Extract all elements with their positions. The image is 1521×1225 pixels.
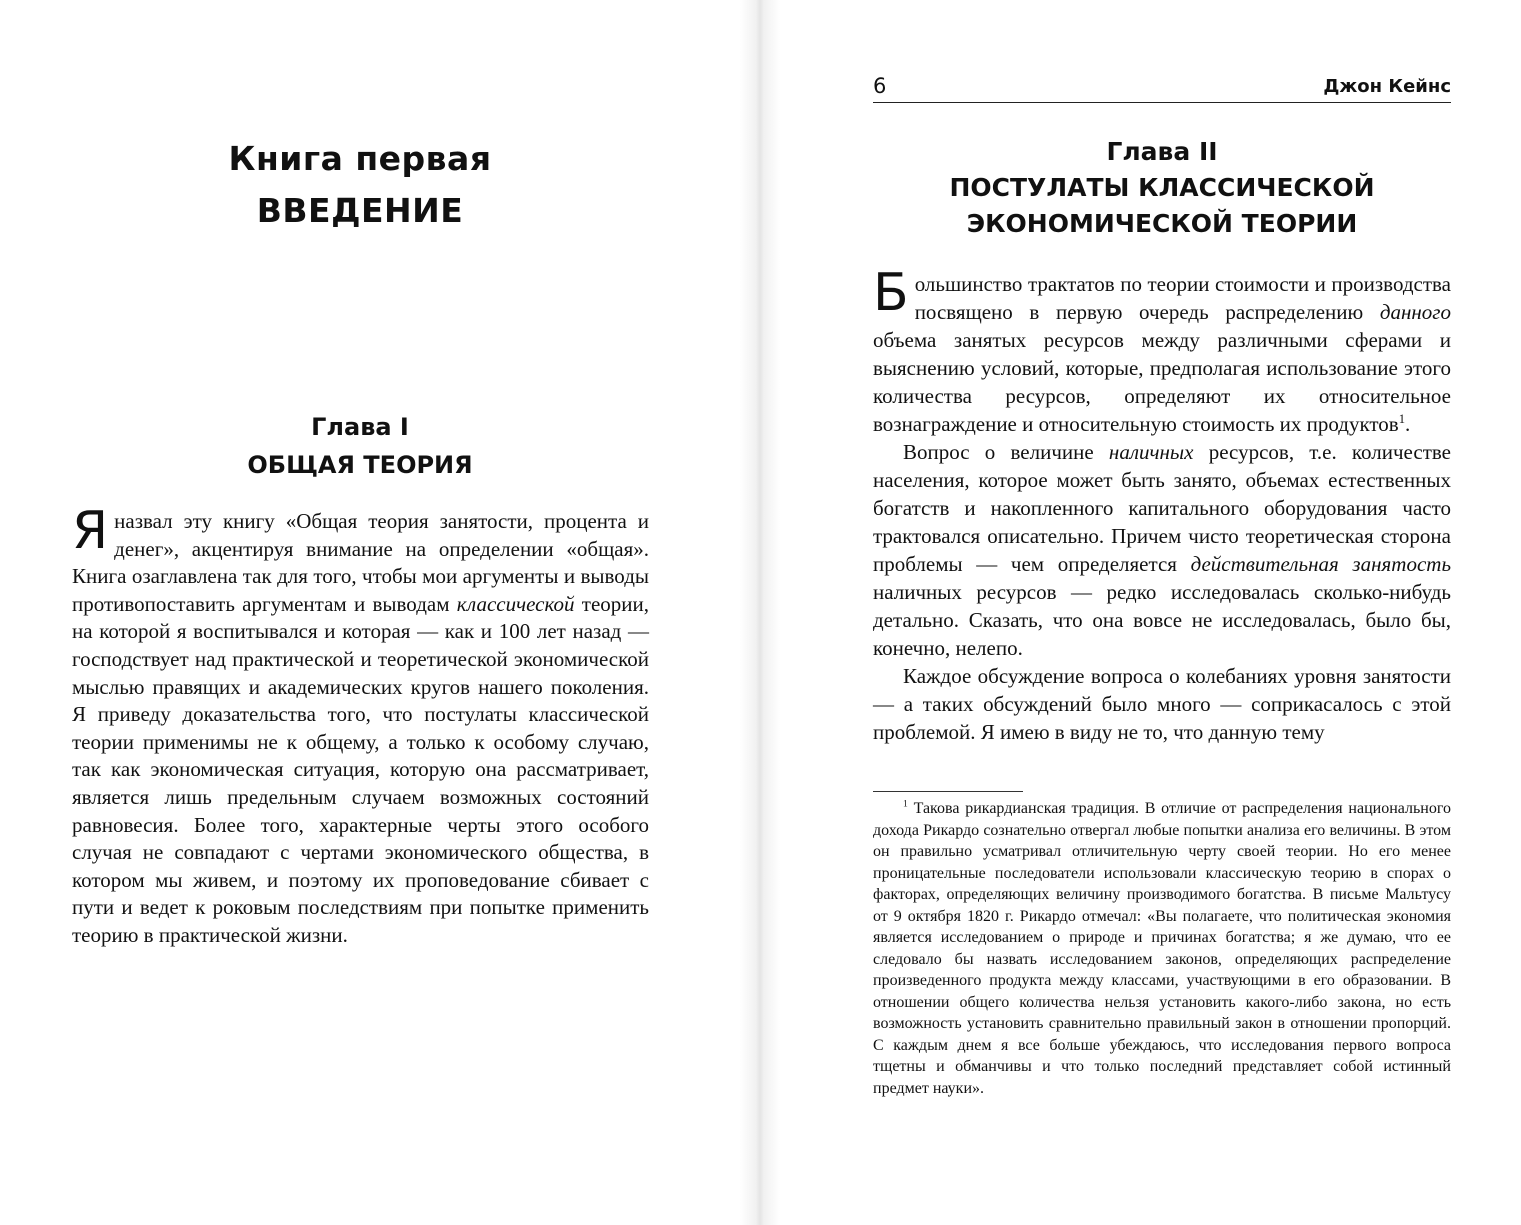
chapter-1-heading: [70, 408, 650, 484]
chapter-1-number: Глава I: [311, 413, 409, 441]
book-title-block: [70, 133, 650, 237]
italic-run: действительная занятость: [1190, 552, 1451, 576]
chapter-1-paragraph: [72, 501, 649, 950]
footnote-mark: 1: [903, 798, 908, 810]
text-run: объема занятых ресурсов между различными сферами и выяснению условий, которые, предполагая использование этого количества ресурсов, определяют их относительное вознаграждение и относительную стоимость их продуктов: [873, 328, 1451, 436]
text-run: Вопрос о величине: [903, 440, 1109, 464]
page-number: 6: [873, 74, 887, 98]
footnote-reference[interactable]: 1: [1398, 412, 1406, 426]
footnote-1: [873, 798, 1451, 1099]
chapter-2-heading: [873, 134, 1451, 242]
running-head: [873, 74, 1451, 103]
italic-run: наличных: [1108, 440, 1194, 464]
chapter-2-number: Глава II: [1106, 137, 1218, 166]
italic-run: данного: [1379, 300, 1451, 324]
chapter-2-title-line2: ЭКОНОМИЧЕСКОЙ ТЕОРИИ: [966, 209, 1358, 238]
chapter-2-paragraph-3: Каждое обсуждение вопроса о колебаниях уровня занятости — а таких обсуждений было много — соприкасалось с этой проблемой. Я имею в виду не то, что данную тему: [873, 664, 1451, 744]
footnote-text: Такова рикардианская традиция. В отличие от распределения национального дохода Рикардо сознательно отвергал любые попытки анализа его величины. В этом он правильно усматривал отличительную черту своей теории. Но его менее проницательные последователи использовали классическую теорию в спорах о факторах, определяющих величину производимого богатства. В письме Мальтусу от 9 октября 1820 г. Рикардо отмечал: «Вы полагаете, что политическая экономия является исследованием о природе и причинах богатства; я же думаю, что ее следовало бы назвать исследованием законов, определяющих распределение произведенного продукта между классами, участвующими в его образовании. В отношении общего количества нельзя установить какого-либо закона, но есть возможность установить сравнительно правильный закон в отношении пропорций. С каждым днем я все больше убеждаюсь, что исследования первого вопроса тщетны и обманчивы и что только последний представляет собой истинный предмет науки».: [873, 800, 1451, 1097]
chapter-1-title: ОБЩАЯ ТЕОРИЯ: [247, 451, 473, 479]
running-author: Джон Кейнс: [1323, 76, 1451, 97]
text-run: .: [1405, 412, 1411, 436]
book-title: Книга первая: [228, 139, 492, 178]
book-subtitle: ВВЕДЕНИЕ: [256, 191, 464, 230]
chapter-2-title-line1: ПОСТУЛАТЫ КЛАССИЧЕСКОЙ: [949, 173, 1375, 202]
italic-run: классической: [456, 591, 575, 616]
chapter-2-paragraph-2: [873, 438, 1451, 662]
chapter-2-text: [873, 263, 1452, 746]
text-run: ресурсов, т.е. количестве населения, которое может быть занято, объемах естественных богатств и накопленного капитального оборудования часто трактовался описательно. Причем чисто теоретическая сторона проблемы — чем определяется: [873, 440, 1452, 576]
dropcap-b: Б: [873, 263, 909, 323]
book-gutter: [740, 0, 780, 1225]
text-run: назвал эту книгу «Общая теория занятости, процента и денег», акцентируя внимание на определении «общая». Книга озаглавлена так для того, чтобы мои аргументы и выводы противопоставить аргументам и выводам: [72, 509, 649, 616]
text-run: ольшинство трактатов по теории стоимости и производства посвящено в первую очередь распределению: [914, 272, 1451, 324]
dropcap-ya: Я: [72, 501, 109, 561]
text-run: наличных ресурсов — редко исследовалась сколько-нибудь детально. Сказать, что она вовсе не исследовалась, было бы, конечно, нелепо.: [873, 580, 1451, 660]
chapter-2-paragraph-1: [873, 263, 1451, 438]
footnote-divider: [873, 791, 1023, 792]
text-run: теории, на которой я воспитывался и которая — как и 100 лет назад — господствует над практической и теоретической экономической мыслью правящих и академических кругов нашего поколения. Я приведу доказательства того, что постулаты классической теории применимы не к общему, а только к особому случаю, так как экономическая ситуация, которую она рассматривает, является лишь предельным случаем возможных состояний равновесия. Более того, характерные черты этого особого случая не совпадают с чертами экономического общества, в котором мы живем, и поэтому их проповедование сбивает с пути и ведет к роковым последствиям при попытке применить теорию в практической жизни.: [72, 591, 649, 947]
chapter-1-text: [72, 501, 649, 950]
